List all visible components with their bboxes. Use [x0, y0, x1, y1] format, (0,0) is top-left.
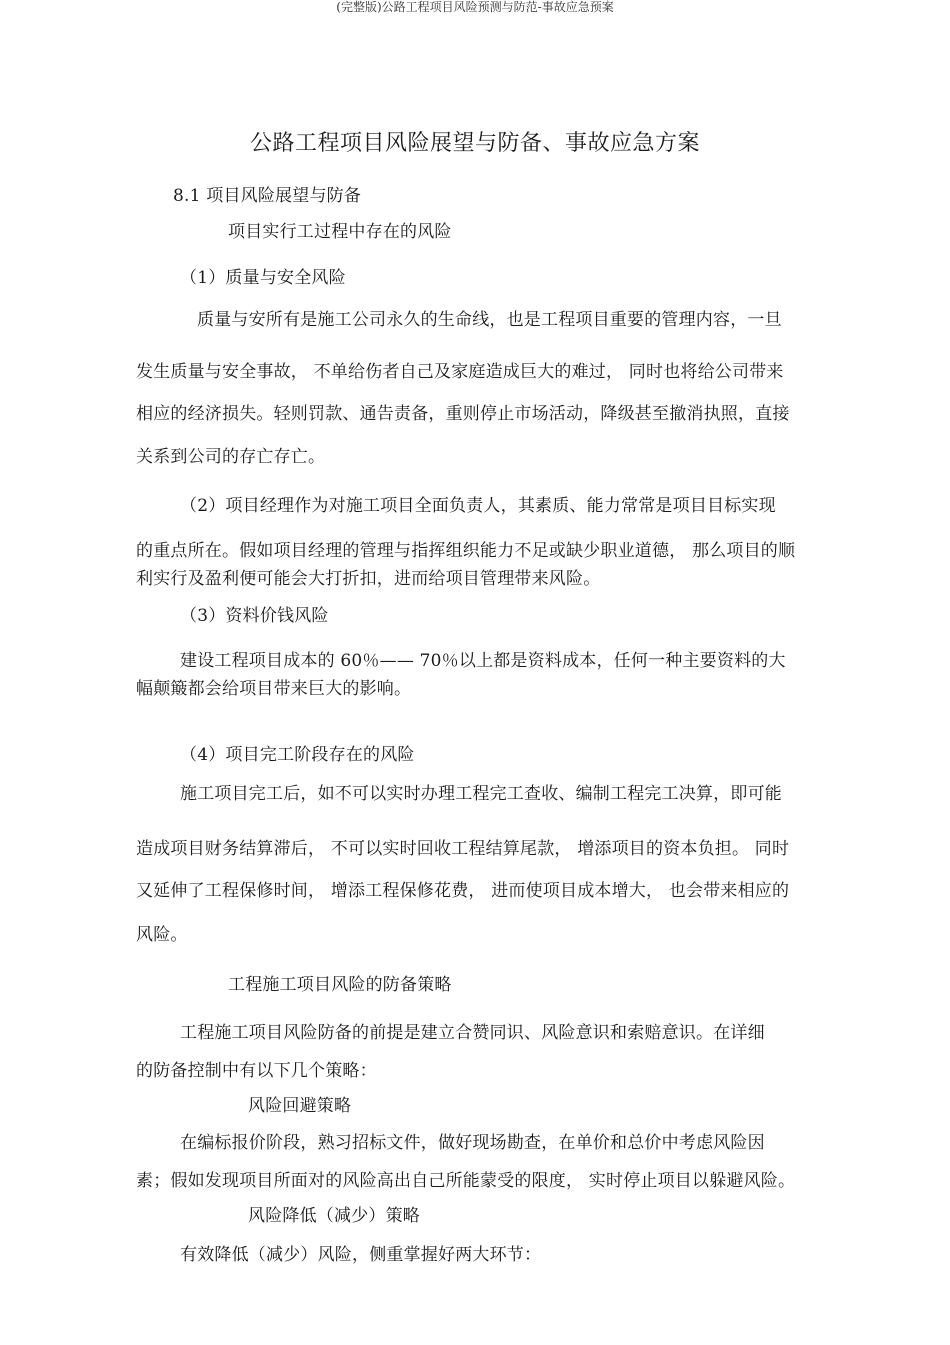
- running-header: (完整版)公路工程项目风险预测与防范-事故应急预案: [336, 0, 614, 14]
- item-heading: （4）项目完工阶段存在的风险: [180, 745, 415, 765]
- paragraph-line: 幅颠簸都会给项目带来巨大的影响。: [136, 679, 412, 699]
- paragraph-line: 关系到公司的存亡存亡。: [136, 447, 326, 467]
- item-heading: （1）质量与安全风险: [180, 268, 346, 288]
- paragraph-line: 相应的经济损失。轻则罚款、通告责备，重则停止市场活动，降级甚至撤消执照，直接: [136, 404, 790, 424]
- paragraph-line: 利实行及盈利便可能会大打折扣，进而给项目管理带来风险。: [136, 569, 601, 589]
- item-heading: （3）资料价钱风险: [180, 606, 329, 626]
- paragraph-line: 质量与安所有是施工公司永久的生命线，也是工程项目重要的管理内容，一旦: [197, 310, 782, 330]
- paragraph-line: 又延伸了工程保修时间， 增添工程保修花费， 进而使项目成本增大， 也会带来相应的: [136, 881, 790, 901]
- paragraph-line: 有效降低（减少）风险，侧重掌握好两大环节：: [180, 1245, 542, 1265]
- section-heading: 8.1 项目风险展望与防备: [173, 186, 362, 206]
- paragraph-line: 工程施工项目风险防备的前提是建立合赞同识、风险意识和索赔意识。在详细: [180, 1023, 765, 1043]
- paragraph-line: 在编标报价阶段，熟习招标文件，做好现场勘查，在单价和总价中考虑风险因: [180, 1133, 765, 1153]
- paragraph-line: （2）项目经理作为对施工项目全面负责人，其素质、能力常常是项目目标实现: [180, 496, 776, 516]
- paragraph-line: 的重点所在。假如项目经理的管理与指挥组织能力不足或缺少职业道德， 那么项目的顺: [136, 541, 796, 561]
- strategy-heading: 风险回避策略: [248, 1096, 352, 1116]
- paragraph-line: 风险。: [136, 925, 188, 945]
- paragraph-line: 的防备控制中有以下几个策略：: [136, 1061, 377, 1081]
- paragraph-line: 造成项目财务结算滞后， 不可以实时回收工程结算尾款， 增添项目的资本负担。 同时: [136, 839, 790, 859]
- strategy-heading: 风险降低（减少）策略: [248, 1206, 420, 1226]
- paragraph-line: 施工项目完工后，如不可以实时办理工程完工查收、编制工程完工决算，即可能: [180, 784, 782, 804]
- subsection-heading: 项目实行工过程中存在的风险: [228, 222, 452, 242]
- paragraph-line: 发生质量与安全事故， 不单给伤者自己及家庭造成巨大的难过， 同时也将给公司带来: [136, 362, 784, 382]
- document-title: 公路工程项目风险展望与防备、事故应急方案: [249, 131, 700, 156]
- paragraph-line: 建设工程项目成本的 60％—— 70％以上都是资料成本，任何一种主要资料的大: [180, 651, 786, 671]
- paragraph-line: 素；假如发现项目所面对的风险高出自己所能蒙受的限度， 实时停止项目以躲避风险。: [136, 1171, 796, 1191]
- subsection-heading: 工程施工项目风险的防备策略: [228, 975, 452, 995]
